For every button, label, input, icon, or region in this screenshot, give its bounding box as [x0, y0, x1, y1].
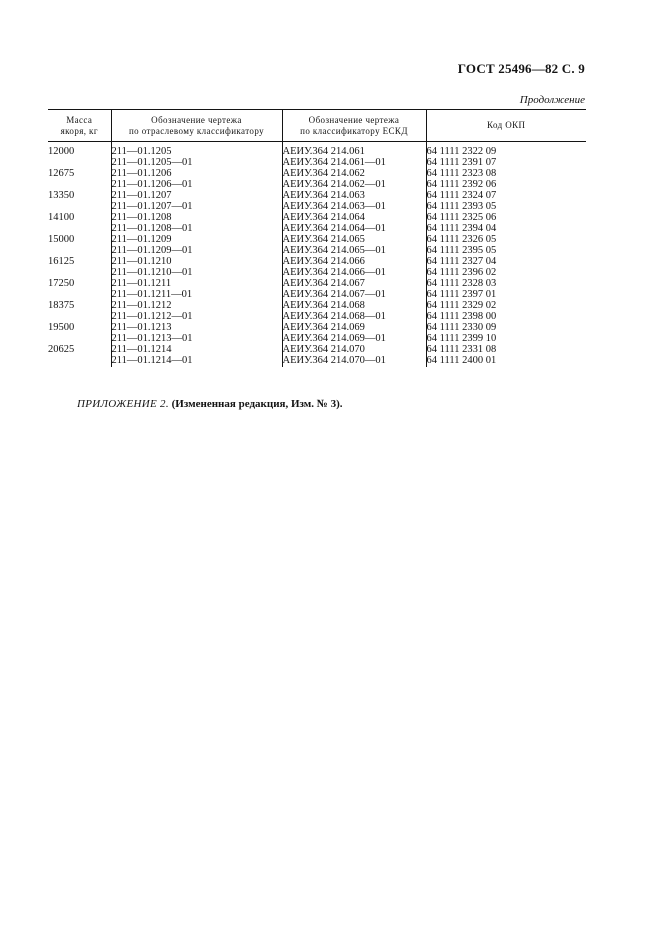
cell-okp-code: 64 1111 2400 01	[426, 355, 586, 367]
table-row	[48, 179, 586, 190]
specification-table	[48, 109, 586, 367]
cell-eskd-drawing: АЕИУ.364 214.065	[282, 234, 426, 245]
column-header-eskd-drawing	[282, 110, 426, 142]
column-header-line: Масса	[66, 114, 93, 125]
table-row	[48, 267, 586, 278]
table-row	[48, 322, 586, 333]
cell-eskd-drawing: АЕИУ.364 214.067—01	[282, 289, 426, 300]
table-row	[48, 300, 586, 311]
table-header-row	[48, 110, 586, 142]
cell-okp-code: 64 1111 2393 05	[426, 201, 586, 212]
cell-mass: 16125	[48, 256, 75, 267]
table-body	[48, 142, 586, 368]
cell-okp-code: 64 1111 2329 02	[426, 300, 586, 311]
cell-industry-drawing: 211—01.1207	[111, 190, 282, 201]
cell-mass	[48, 333, 111, 344]
cell-okp-code: 64 1111 2391 07	[426, 157, 586, 168]
cell-okp-code: 64 1111 2330 09	[426, 322, 586, 333]
cell-eskd-drawing: АЕИУ.364 214.063	[282, 190, 426, 201]
table-row	[48, 333, 586, 344]
cell-industry-drawing: 211—01.1208—01	[111, 223, 282, 234]
cell-okp-code: 64 1111 2323 08	[426, 168, 586, 179]
cell-eskd-drawing: АЕИУ.364 214.065—01	[282, 245, 426, 256]
cell-okp-code: 64 1111 2324 07	[426, 190, 586, 201]
table-row	[48, 289, 586, 300]
column-header-line: Обозначение чертежа	[308, 114, 400, 125]
cell-mass	[48, 245, 111, 256]
continuation-label: Продолжение	[519, 94, 585, 106]
cell-eskd-drawing: АЕИУ.364 214.066	[282, 256, 426, 267]
cell-industry-drawing: 211—01.1214—01	[111, 355, 282, 367]
column-header-mass	[48, 110, 111, 142]
cell-industry-drawing: 211—01.1205—01	[111, 157, 282, 168]
cell-industry-drawing: 211—01.1210	[111, 256, 282, 267]
cell-industry-drawing: 211—01.1205	[111, 142, 282, 158]
cell-industry-drawing: 211—01.1206	[111, 168, 282, 179]
table-row	[48, 311, 586, 322]
cell-eskd-drawing: АЕИУ.364 214.068—01	[282, 311, 426, 322]
cell-mass	[48, 179, 111, 190]
cell-okp-code: 64 1111 2398 00	[426, 311, 586, 322]
column-header-okp-code	[426, 110, 586, 142]
cell-mass	[48, 157, 111, 168]
cell-mass: 17250	[48, 278, 75, 289]
cell-mass: 15000	[48, 234, 75, 245]
cell-industry-drawing: 211—01.1213	[111, 322, 282, 333]
cell-eskd-drawing: АЕИУ.364 214.062	[282, 168, 426, 179]
table-row	[48, 142, 586, 158]
cell-eskd-drawing: АЕИУ.364 214.066—01	[282, 267, 426, 278]
cell-mass	[48, 311, 111, 322]
cell-industry-drawing: 211—01.1206—01	[111, 179, 282, 190]
cell-mass	[48, 201, 111, 212]
cell-mass: 14100	[48, 212, 75, 223]
table-row	[48, 201, 586, 212]
cell-industry-drawing: 211—01.1212—01	[111, 311, 282, 322]
column-header-line: Код ОКП	[487, 120, 526, 130]
table-row	[48, 355, 586, 367]
cell-eskd-drawing: АЕИУ.364 214.061—01	[282, 157, 426, 168]
cell-mass: 12675	[48, 168, 75, 179]
table-row	[48, 223, 586, 234]
cell-okp-code: 64 1111 2395 05	[426, 245, 586, 256]
table-row	[48, 278, 586, 289]
table-row	[48, 168, 586, 179]
cell-okp-code: 64 1111 2399 10	[426, 333, 586, 344]
cell-eskd-drawing: АЕИУ.364 214.062—01	[282, 179, 426, 190]
cell-okp-code: 64 1111 2326 05	[426, 234, 586, 245]
cell-eskd-drawing: АЕИУ.364 214.068	[282, 300, 426, 311]
cell-mass: 12000	[48, 146, 75, 157]
cell-eskd-drawing: АЕИУ.364 214.069—01	[282, 333, 426, 344]
appendix-label: ПРИЛОЖЕНИЕ 2.	[77, 398, 169, 410]
cell-okp-code: 64 1111 2392 06	[426, 179, 586, 190]
cell-mass: 20625	[48, 344, 75, 355]
cell-eskd-drawing: АЕИУ.364 214.064	[282, 212, 426, 223]
column-header-line: по классификатору ЕСКД	[300, 125, 408, 136]
cell-eskd-drawing: АЕИУ.364 214.069	[282, 322, 426, 333]
table-row	[48, 212, 586, 223]
cell-industry-drawing: 211—01.1209	[111, 234, 282, 245]
cell-okp-code: 64 1111 2397 01	[426, 289, 586, 300]
table-row	[48, 344, 586, 355]
cell-mass	[48, 267, 111, 278]
cell-okp-code: 64 1111 2394 04	[426, 223, 586, 234]
cell-industry-drawing: 211—01.1209—01	[111, 245, 282, 256]
column-header-line: по отраслевому классификатору	[128, 125, 265, 136]
table-row	[48, 234, 586, 245]
cell-eskd-drawing: АЕИУ.364 214.070	[282, 344, 426, 355]
cell-mass	[48, 355, 111, 367]
column-header-industry-drawing	[111, 110, 282, 142]
cell-okp-code: 64 1111 2331 08	[426, 344, 586, 355]
appendix-note	[77, 398, 343, 410]
cell-industry-drawing: 211—01.1210—01	[111, 267, 282, 278]
table-row	[48, 157, 586, 168]
cell-okp-code: 64 1111 2396 02	[426, 267, 586, 278]
cell-mass: 13350	[48, 190, 75, 201]
cell-industry-drawing: 211—01.1211	[111, 278, 282, 289]
cell-eskd-drawing: АЕИУ.364 214.070—01	[282, 355, 426, 367]
cell-industry-drawing: 211—01.1213—01	[111, 333, 282, 344]
cell-industry-drawing: 211—01.1211—01	[111, 289, 282, 300]
table-row	[48, 190, 586, 201]
cell-industry-drawing: 211—01.1208	[111, 212, 282, 223]
cell-eskd-drawing: АЕИУ.364 214.064—01	[282, 223, 426, 234]
cell-mass: 18375	[48, 300, 75, 311]
page-header: ГОСТ 25496—82 С. 9	[457, 61, 585, 76]
cell-okp-code: 64 1111 2327 04	[426, 256, 586, 267]
table-row	[48, 256, 586, 267]
column-header-line: Обозначение чертежа	[151, 114, 242, 125]
column-header-line: якоря, кг	[60, 125, 98, 136]
cell-okp-code: 64 1111 2325 06	[426, 212, 586, 223]
cell-okp-code: 64 1111 2322 09	[426, 142, 586, 158]
revision-note: (Измененная редакция, Изм. № 3).	[171, 398, 343, 410]
cell-eskd-drawing: АЕИУ.364 214.061	[282, 142, 426, 158]
cell-industry-drawing: 211—01.1214	[111, 344, 282, 355]
table-row	[48, 245, 586, 256]
cell-eskd-drawing: АЕИУ.364 214.067	[282, 278, 426, 289]
cell-eskd-drawing: АЕИУ.364 214.063—01	[282, 201, 426, 212]
cell-mass	[48, 289, 111, 300]
cell-industry-drawing: 211—01.1207—01	[111, 201, 282, 212]
cell-industry-drawing: 211—01.1212	[111, 300, 282, 311]
cell-mass	[48, 223, 111, 234]
cell-okp-code: 64 1111 2328 03	[426, 278, 586, 289]
cell-mass: 19500	[48, 322, 75, 333]
